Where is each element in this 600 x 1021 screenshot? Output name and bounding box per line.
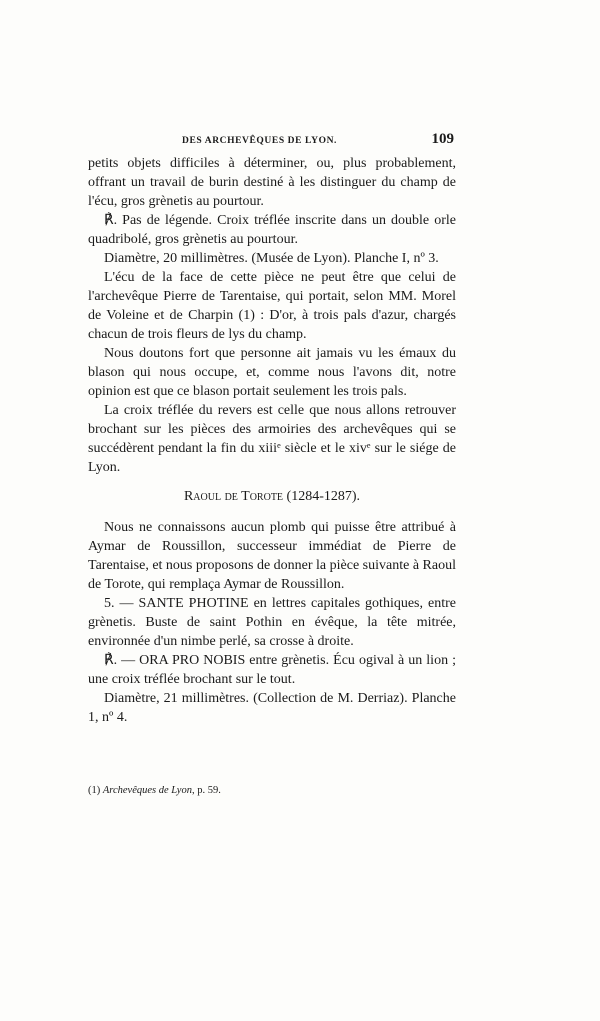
footnote-ref: , p. 59.: [191, 785, 221, 796]
paragraph: La croix tréflée du revers est celle que nous allons retrouver brochant sur les pièces des armoiries des archevêques qui se succédèrent pendant la fin du xiiiᵉ siècle et le xivᵉ sur le siége de Lyon.: [88, 403, 456, 475]
paragraph: ℟. Pas de légende. Croix tréflée inscrite dans un double orle quadribolé, gros grènetis au pourtour.: [88, 213, 456, 247]
running-head: [88, 131, 456, 153]
paragraph: ℟. — ORA PRO NOBIS entre grènetis. Écu ogival à un lion ; une croix tréflée brochant sur le tout.: [88, 653, 456, 687]
paragraph: Diamètre, 21 millimètres. (Collection de M. Derriaz). Planche 1, nº 4.: [88, 691, 456, 725]
footnote: [88, 785, 456, 796]
page: [88, 0, 456, 1021]
page-number: 109: [431, 131, 454, 147]
body-text: [88, 154, 456, 727]
footnote-title: Archevêques de Lyon: [102, 785, 192, 796]
paragraph: Nous doutons fort que personne ait jamais vu les émaux du blason qui nous occupe, et, comme nous l'avons dit, notre opinion est que ce blason portait seulement les trois pals.: [88, 346, 456, 399]
paragraph: L'écu de la face de cette pièce ne peut être que celui de l'archevêque Pierre de Tarentaise, qui portait, selon MM. Morel de Voleine et de Charpin (1) : D'or, à trois pals d'azur, chargés chacun de trois fleurs de lys du champ.: [88, 270, 456, 342]
paragraph: petits objets difficiles à déterminer, ou, plus probablement, offrant un travail de burin destiné à les distinguer du champ de l'écu, gros grènetis au pourtour.: [88, 156, 456, 209]
paragraph: 5. — SANTE PHOTINE en lettres capitales gothiques, entre grènetis. Buste de saint Pothin en évêque, la tête mitrée, environnée d'un nimbe perlé, sa crosse à droite.: [88, 596, 456, 649]
paragraph: Nous ne connaissons aucun plomb qui puisse être attribué à Aymar de Roussillon, successeur immédiat de Pierre de Tarentaise, et nous proposons de donner la pièce suivante à Raoul de Torote, qui remplaça Aymar de Roussillon.: [88, 520, 456, 592]
section-heading: Raoul de Torote (1284-1287).: [183, 489, 361, 504]
paragraph: Diamètre, 20 millimètres. (Musée de Lyon). Planche I, nº 3.: [104, 251, 439, 266]
footnote-marker: (1): [88, 785, 101, 796]
running-title: DES ARCHEVÊQUES DE LYON.: [182, 136, 338, 146]
